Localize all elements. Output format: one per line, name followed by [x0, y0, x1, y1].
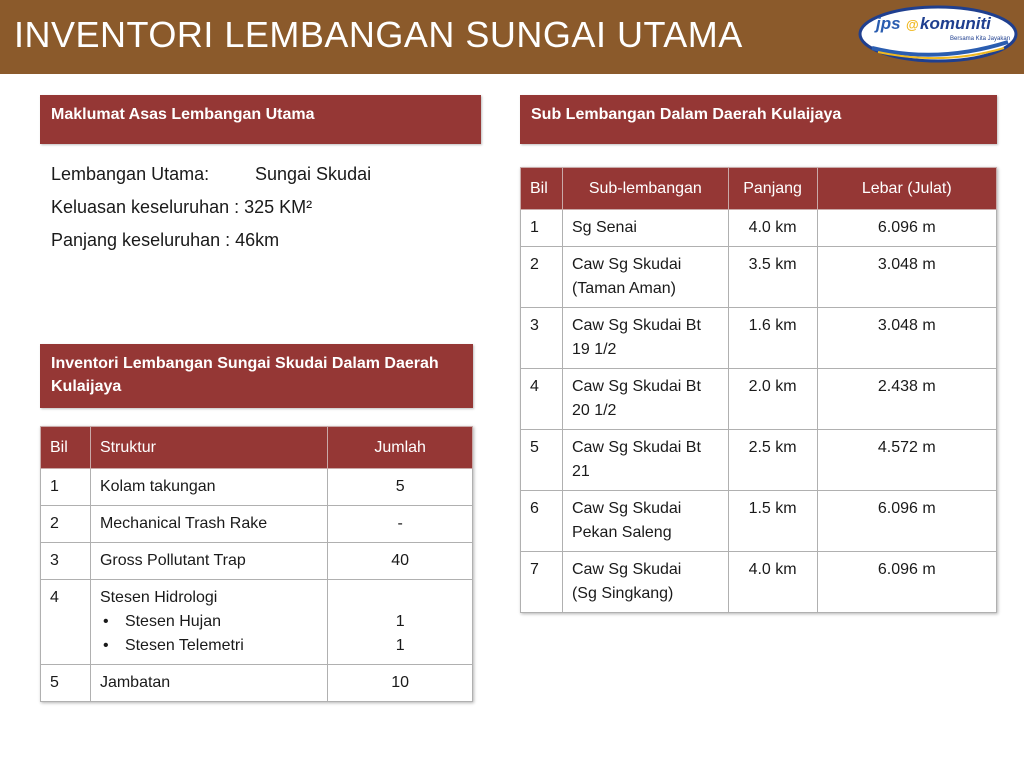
cell-lebar: 2.438 m [817, 369, 996, 430]
cell-struktur: Kolam takungan [90, 469, 327, 506]
cell-lebar: 6.096 m [817, 210, 996, 247]
cell-panjang: 3.5 km [728, 247, 817, 308]
inventory-heading: Inventori Lembangan Sungai Skudai Dalam Daerah Kulaijaya [40, 344, 473, 408]
cell-jumlah: - [328, 506, 473, 543]
sub-list [100, 610, 318, 658]
table-row [521, 552, 997, 613]
cell-bil: 4 [521, 369, 563, 430]
cell-sub-lembangan [562, 210, 728, 247]
column-header: Bil [521, 168, 563, 210]
name-line: 20 1/2 [571, 402, 617, 419]
cell-lebar: 6.096 m [817, 552, 996, 613]
info-label: Panjang keseluruhan : [51, 230, 231, 250]
logo-text-at: @ [906, 17, 919, 32]
struktur-label: Stesen Hidrologi [99, 589, 218, 606]
jps-komuniti-logo [858, 4, 1018, 64]
cell-bil: 6 [521, 491, 563, 552]
name-line: Caw Sg Skudai [571, 256, 682, 273]
column-header: Struktur [90, 427, 327, 469]
cell-bil: 5 [41, 665, 91, 702]
cell-panjang: 4.0 km [728, 210, 817, 247]
cell-sub-lembangan [562, 369, 728, 430]
cell-struktur: Gross Pollutant Trap [90, 543, 327, 580]
column-header: Jumlah [328, 427, 473, 469]
name-line: 19 1/2 [571, 341, 617, 358]
cell-panjang: 2.5 km [728, 430, 817, 491]
name-line: Pekan Saleng [571, 524, 672, 541]
cell-sub-lembangan [562, 247, 728, 308]
sub-jumlah: 1 [395, 637, 405, 654]
info-row-lembangan [51, 158, 371, 191]
cell-bil: 5 [521, 430, 563, 491]
table-row [41, 506, 473, 543]
info-label: Keluasan keseluruhan : [51, 197, 240, 217]
info-value: 325 KM² [244, 197, 313, 217]
name-line: Caw Sg Skudai [571, 561, 682, 578]
table-row [521, 430, 997, 491]
name-line: Caw Sg Skudai Bt [571, 317, 701, 334]
cell-panjang: 1.5 km [728, 491, 817, 552]
name-line: (Taman Aman) [571, 280, 677, 297]
cell-bil: 4 [41, 580, 91, 665]
table-row [521, 369, 997, 430]
sub-basin-heading: Sub Lembangan Dalam Daerah Kulaijaya [520, 95, 997, 144]
cell-jumlah: 5 [328, 469, 473, 506]
cell-jumlah: 10 [328, 665, 473, 702]
column-header: Panjang [728, 168, 817, 210]
name-line: Caw Sg Skudai Bt [571, 439, 701, 456]
name-line: Sg Senai [571, 219, 637, 236]
cell-bil: 3 [41, 543, 91, 580]
name-line: Caw Sg Skudai Bt [571, 378, 701, 395]
basic-info-heading: Maklumat Asas Lembangan Utama [40, 95, 481, 144]
column-header: Bil [41, 427, 91, 469]
cell-lebar: 4.572 m [817, 430, 996, 491]
sub-list-item: • Stesen Hujan [100, 610, 318, 634]
cell-bil: 3 [521, 308, 563, 369]
cell-sub-lembangan [562, 491, 728, 552]
table-header-row [41, 427, 473, 469]
logo-text-jps: jps [876, 14, 901, 33]
table-header-row [521, 168, 997, 210]
table-row [41, 543, 473, 580]
logo-text-komuniti: komuniti [920, 14, 991, 33]
sub-jumlah: 1 [395, 613, 405, 630]
cell-jumlah [328, 580, 473, 665]
info-value: 46km [235, 230, 280, 250]
table-row [521, 247, 997, 308]
cell-panjang: 4.0 km [728, 552, 817, 613]
table-row [41, 580, 473, 665]
table-row [521, 308, 997, 369]
name-line: 21 [571, 463, 590, 480]
cell-bil: 2 [521, 247, 563, 308]
cell-struktur: Mechanical Trash Rake [90, 506, 327, 543]
cell-sub-lembangan [562, 552, 728, 613]
cell-struktur: Jambatan [90, 665, 327, 702]
column-header: Lebar (Julat) [817, 168, 996, 210]
cell-bil: 1 [41, 469, 91, 506]
info-label: Lembangan Utama: [51, 164, 210, 184]
cell-jumlah: 40 [328, 543, 473, 580]
cell-lebar: 3.048 m [817, 308, 996, 369]
name-line: Caw Sg Skudai [571, 500, 682, 517]
column-header: Sub-lembangan [562, 168, 728, 210]
info-row-panjang [51, 224, 371, 257]
table-row [521, 210, 997, 247]
cell-sub-lembangan [562, 430, 728, 491]
table-row [41, 469, 473, 506]
logo-tagline: Bersama Kita Jayakan [950, 36, 1011, 42]
sub-basin-table [520, 167, 997, 613]
inventory-table [40, 426, 473, 702]
cell-lebar: 3.048 m [817, 247, 996, 308]
sub-list-item: • Stesen Telemetri [100, 634, 318, 658]
cell-panjang: 2.0 km [728, 369, 817, 430]
cell-bil: 1 [521, 210, 563, 247]
basic-info-list [51, 158, 371, 257]
cell-panjang: 1.6 km [728, 308, 817, 369]
cell-struktur [90, 580, 327, 665]
page-title: INVENTORI LEMBANGAN SUNGAI UTAMA [14, 14, 743, 55]
cell-bil: 2 [41, 506, 91, 543]
table-row [41, 665, 473, 702]
info-row-keluasan [51, 191, 371, 224]
cell-sub-lembangan [562, 308, 728, 369]
cell-lebar: 6.096 m [817, 491, 996, 552]
cell-bil: 7 [521, 552, 563, 613]
name-line: (Sg Singkang) [571, 585, 674, 602]
info-value: Sungai Skudai [255, 164, 372, 184]
table-row [521, 491, 997, 552]
